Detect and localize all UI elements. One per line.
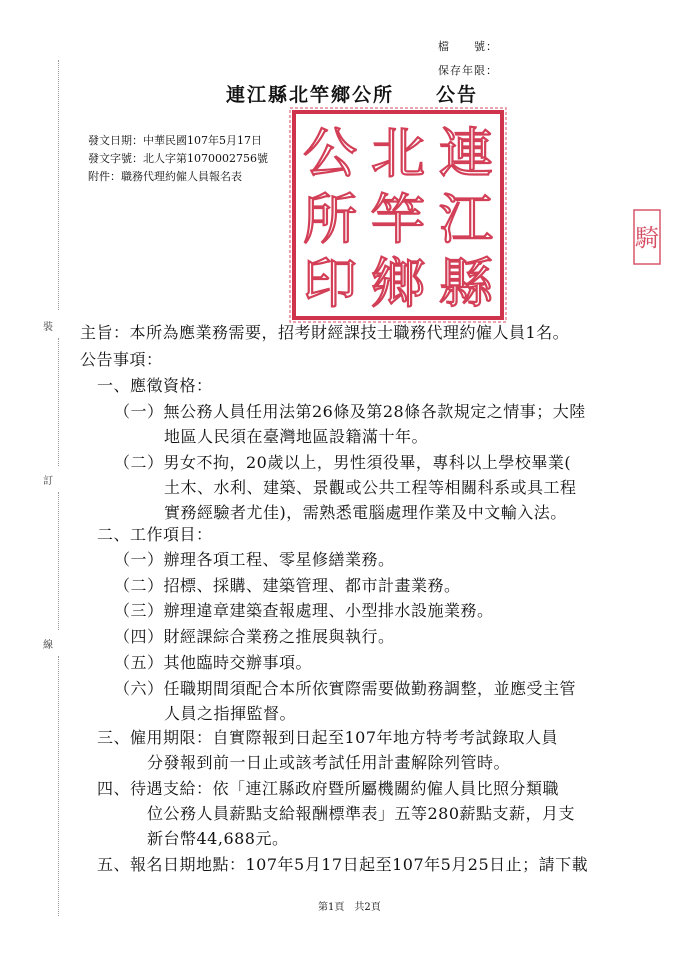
list-item: （五）其他臨時交辦事項。 — [114, 653, 313, 672]
list-item-continuation: 地區人民須在臺灣地區設籍滿十年。 — [164, 427, 429, 446]
svg-text:縣: 縣 — [439, 252, 493, 315]
list-item: （二）男女不拘，20歲以上，男性須役畢，專科以上學校畢業( — [114, 453, 572, 472]
page-title: 連江縣北竿鄉公所 公告 — [226, 84, 479, 106]
svg-text:連: 連 — [439, 122, 493, 185]
page-number: 第1頁 共2頁 — [318, 902, 381, 913]
svg-text:竿: 竿 — [371, 188, 425, 251]
binding-line — [58, 60, 59, 310]
subject-line: 主旨：本所為應業務需要，招考財經課技士職務代理約僱人員1名。 — [80, 323, 570, 342]
file-number-label: 檔 號： — [438, 40, 498, 53]
list-item-continuation: 土木、水利、建築、景觀或公共工程等相關科系或具工程 — [164, 478, 577, 497]
list-item: （二）招標、採購、建築管理、都市計畫業務。 — [114, 576, 461, 595]
list-item: （六）任職期間須配合本所依實際需要做勤務調整，並應受主管 — [114, 679, 577, 698]
binding-line — [58, 492, 59, 630]
retention-period-label: 保存年限： — [438, 64, 498, 77]
attachment-line: 附件：職務代理約僱人員報名表 — [88, 170, 242, 183]
svg-text:鄉: 鄉 — [371, 252, 425, 315]
issue-date: 發文日期：中華民國107年5月17日 — [88, 134, 262, 147]
list-item: （一）辦理各項工程、零星修繕業務。 — [114, 550, 395, 569]
section-continuation: 位公務人員薪點支給報酬標準表」五等280薪點支薪，月支 — [147, 804, 576, 823]
svg-text:印: 印 — [303, 252, 357, 315]
margin-label-bind: 裝 — [43, 322, 53, 333]
list-item-continuation: 人員之指揮監督。 — [164, 704, 297, 723]
section-heading: 二、工作項目： — [97, 525, 213, 544]
svg-text:江: 江 — [439, 188, 493, 251]
section-heading: 一、應徵資格： — [97, 376, 213, 395]
list-item-continuation: 實務經驗者尤佳)，需熟悉電腦處理作業及中文輸入法。 — [164, 503, 567, 522]
list-item: （一）無公務人員任用法第26條及第28條各款規定之情事；大陸 — [114, 402, 586, 421]
list-item: （三）辦理違章建築查報處理、小型排水設施業務。 — [114, 601, 494, 620]
announcement-heading: 公告事項： — [80, 350, 163, 369]
svg-text:所: 所 — [303, 188, 357, 251]
binding-line — [58, 656, 59, 916]
section-heading: 五、報名日期地點：107年5月17日起至107年5月25日止；請下載 — [97, 855, 589, 874]
list-item: （四）財經課綜合業務之推展與執行。 — [114, 627, 395, 646]
svg-text:騎: 騎 — [635, 224, 659, 252]
margin-label-staple: 訂 — [43, 476, 53, 487]
section-continuation: 新台幣44,688元。 — [147, 829, 289, 848]
section-heading: 三、僱用期限：自實際報到日起至107年地方特考考試錄取人員 — [97, 728, 559, 747]
side-stamp — [632, 208, 662, 266]
document-number: 發文字號：北人字第1070002756號 — [88, 152, 268, 165]
binding-line — [58, 338, 59, 466]
svg-text:北: 北 — [371, 122, 425, 185]
section-continuation: 分發報到前一日止或該考試任用計畫解除列管時。 — [147, 753, 511, 772]
svg-text:公: 公 — [303, 122, 357, 185]
official-seal — [286, 106, 512, 324]
margin-label-line: 線 — [43, 640, 53, 651]
section-heading: 四、待遇支給：依「連江縣政府暨所屬機關約僱人員比照分類職 — [97, 779, 560, 798]
